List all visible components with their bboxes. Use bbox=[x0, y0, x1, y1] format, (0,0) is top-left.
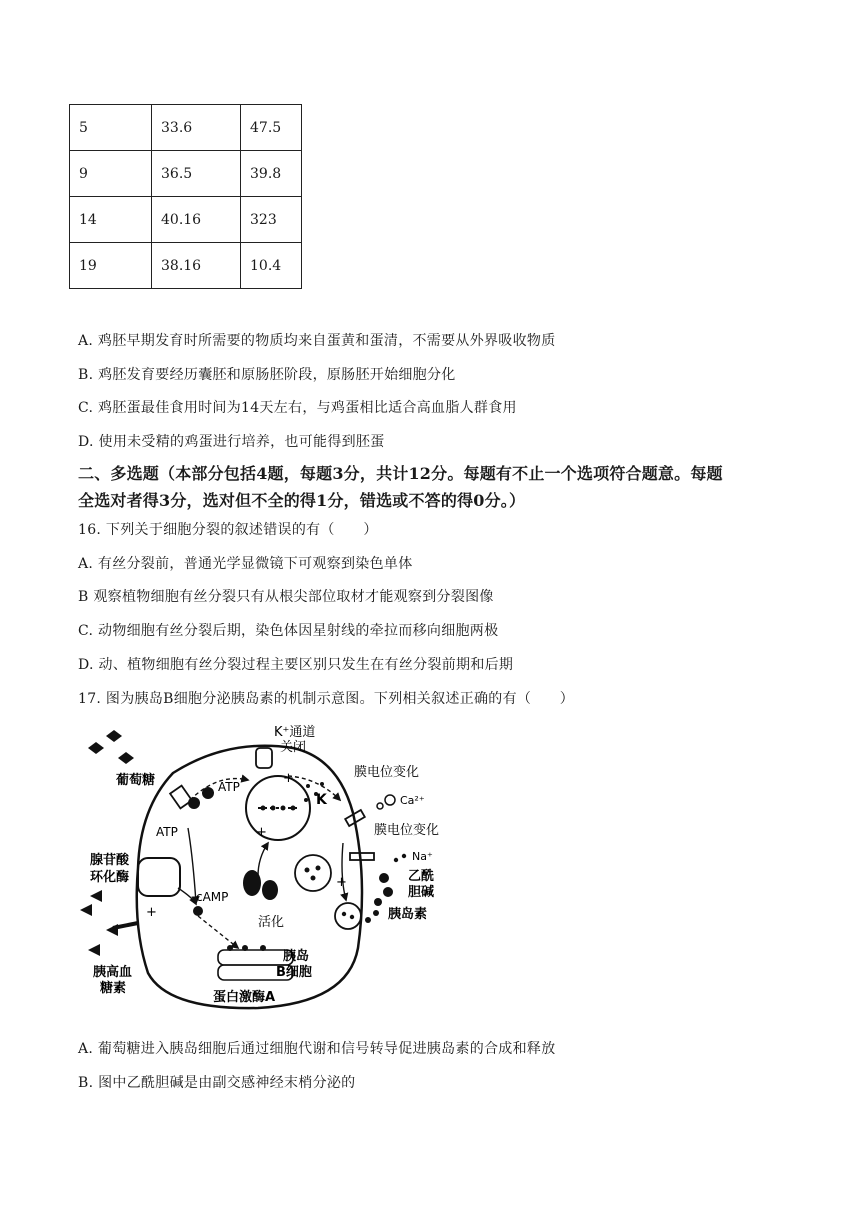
question-16-stem: 16. 下列关于细胞分裂的叙述错误的有（ ） bbox=[78, 522, 378, 538]
plus-sign: + bbox=[283, 771, 294, 786]
membrane-potential-label: 膜电位变化 bbox=[354, 765, 420, 780]
table-cell: 33.6 bbox=[152, 105, 241, 151]
table-cell: 10.4 bbox=[241, 243, 302, 289]
protein-kinase-a-label: 蛋白激酶A bbox=[213, 990, 276, 1005]
acetylcholine-label: 乙酰 bbox=[408, 869, 435, 884]
membrane-potential-label: 膜电位变化 bbox=[374, 823, 440, 838]
acetylcholine-label: 胆碱 bbox=[408, 885, 435, 900]
table-cell: 36.5 bbox=[152, 151, 241, 197]
sodium-label: Na⁺ bbox=[412, 850, 433, 863]
option-c: C. 动物细胞有丝分裂后期，染色体因星射线的牵拉而移向细胞两极 bbox=[78, 623, 499, 639]
option-a: A. 鸡胚早期发育时所需要的物质均来自蛋黄和蛋清，不需要从外界吸收物质 bbox=[78, 333, 556, 349]
beta-cell-label: 胰岛 bbox=[283, 949, 310, 964]
atp-label: ATP bbox=[156, 825, 178, 839]
k-channel-label: 关闭 bbox=[280, 740, 307, 755]
section-heading-line-2: 全选对者得3分，选对但不全的得1分，错选或不答的得0分。） bbox=[78, 491, 526, 510]
question-17-stem: 17. 图为胰岛B细胞分泌胰岛素的机制示意图。下列相关叙述正确的有（ ） bbox=[78, 691, 575, 707]
table-cell: 9 bbox=[70, 151, 152, 197]
option-b: B. 鸡胚发育要经历囊胚和原肠胚阶段，原肠胚开始细胞分化 bbox=[78, 367, 456, 383]
table-cell: 323 bbox=[241, 197, 302, 243]
secreting-vesicle bbox=[335, 903, 361, 929]
table-row bbox=[70, 151, 302, 197]
section-heading-line-1: 二、多选题（本部分包括4题，每题3分，共计12分。每题有不止一个选项符合题意。每题 bbox=[78, 464, 723, 483]
insulin-label: 胰岛素 bbox=[388, 907, 428, 922]
option-c: C. 鸡胚蛋最佳食用时间为14天左右，与鸡蛋相比适合高血脂人群食用 bbox=[78, 400, 517, 416]
plus-sign: + bbox=[336, 875, 347, 890]
table-cell: 19 bbox=[70, 243, 152, 289]
plus-sign: + bbox=[256, 825, 267, 840]
table-cell: 14 bbox=[70, 197, 152, 243]
adenylyl-cyclase bbox=[138, 858, 180, 896]
table-cell: 5 bbox=[70, 105, 152, 151]
table-cell: 47.5 bbox=[241, 105, 302, 151]
beta-cell-label: B细胞 bbox=[276, 965, 312, 980]
option-b: B. 图中乙酰胆碱是由副交感神经末梢分泌的 bbox=[78, 1075, 356, 1091]
glucagon-label: 糖素 bbox=[100, 981, 127, 996]
cyclase-label: 腺苷酸 bbox=[90, 853, 130, 868]
glucose-label: 葡萄糖 bbox=[116, 773, 156, 788]
insulin-vesicle bbox=[295, 855, 331, 891]
cyclase-label: 环化酶 bbox=[90, 870, 130, 885]
table-cell: 39.8 bbox=[241, 151, 302, 197]
table-cell: 40.16 bbox=[152, 197, 241, 243]
islet-cell-diagram bbox=[78, 718, 458, 1020]
option-a: A. 有丝分裂前，普通光学显微镜下可观察到染色单体 bbox=[78, 556, 413, 572]
calcium-label: Ca²⁺ bbox=[400, 794, 425, 807]
atp-label: ATP bbox=[218, 780, 240, 794]
table-row bbox=[70, 243, 302, 289]
table-row bbox=[70, 197, 302, 243]
option-a: A. 葡萄糖进入胰岛细胞后通过细胞代谢和信号转导促进胰岛素的合成和释放 bbox=[78, 1041, 556, 1057]
camp-label: cAMP bbox=[196, 890, 229, 904]
k-ion-label: K bbox=[316, 792, 327, 808]
option-d: D. 使用未受精的鸡蛋进行培养，也可能得到胚蛋 bbox=[78, 434, 385, 450]
k-channel-label: K⁺通道 bbox=[274, 725, 316, 740]
option-d: D. 动、植物细胞有丝分裂过程主要区别只发生在有丝分裂前期和后期 bbox=[78, 657, 514, 673]
plus-sign: + bbox=[146, 905, 157, 920]
option-b: B 观察植物细胞有丝分裂只有从根尖部位取材才能观察到分裂图像 bbox=[78, 589, 494, 605]
activate-label: 活化 bbox=[258, 915, 285, 930]
table-row bbox=[70, 105, 302, 151]
glucagon-label: 胰高血 bbox=[93, 965, 133, 980]
data-table bbox=[69, 104, 302, 289]
table-cell: 38.16 bbox=[152, 243, 241, 289]
